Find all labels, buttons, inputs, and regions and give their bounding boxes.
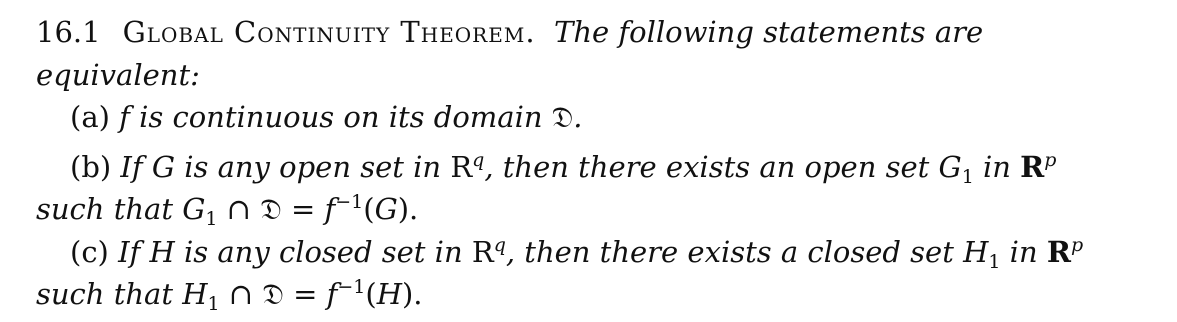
item-c-line1: (c) If H is any closed set in $R^q$, then there exists a closed set $H_1$ in $R^p$: [70, 234, 1084, 273]
theorem-heading-line: [36, 14, 1177, 50]
theorem-intro-line2: equivalent:: [36, 58, 200, 92]
item-b-label: (b): [70, 150, 112, 184]
item-b-line1: (b) If G is any open set in $R^q$, then there exists an open set $G_1$ in $R^p$: [70, 149, 1057, 188]
theorem-name: Global Continuity Theorem.: [122, 15, 536, 49]
theorem-number: 16.1: [36, 15, 101, 49]
item-a: [70, 99, 1177, 135]
item-b-line2: such that $G_1$ ∩ 𝔇 = $f^{-1}(G)$.: [36, 191, 419, 230]
theorem-intro-part1: The following statements are: [553, 15, 984, 49]
item-a-label: (a): [70, 100, 110, 134]
item-c-label: (c): [70, 235, 109, 269]
item-c-line2: such that $H_1$ ∩ 𝔇 = $f^{-1}(H)$.: [36, 276, 423, 315]
item-a-text: f is continuous on its domain 𝔇.: [119, 100, 583, 134]
